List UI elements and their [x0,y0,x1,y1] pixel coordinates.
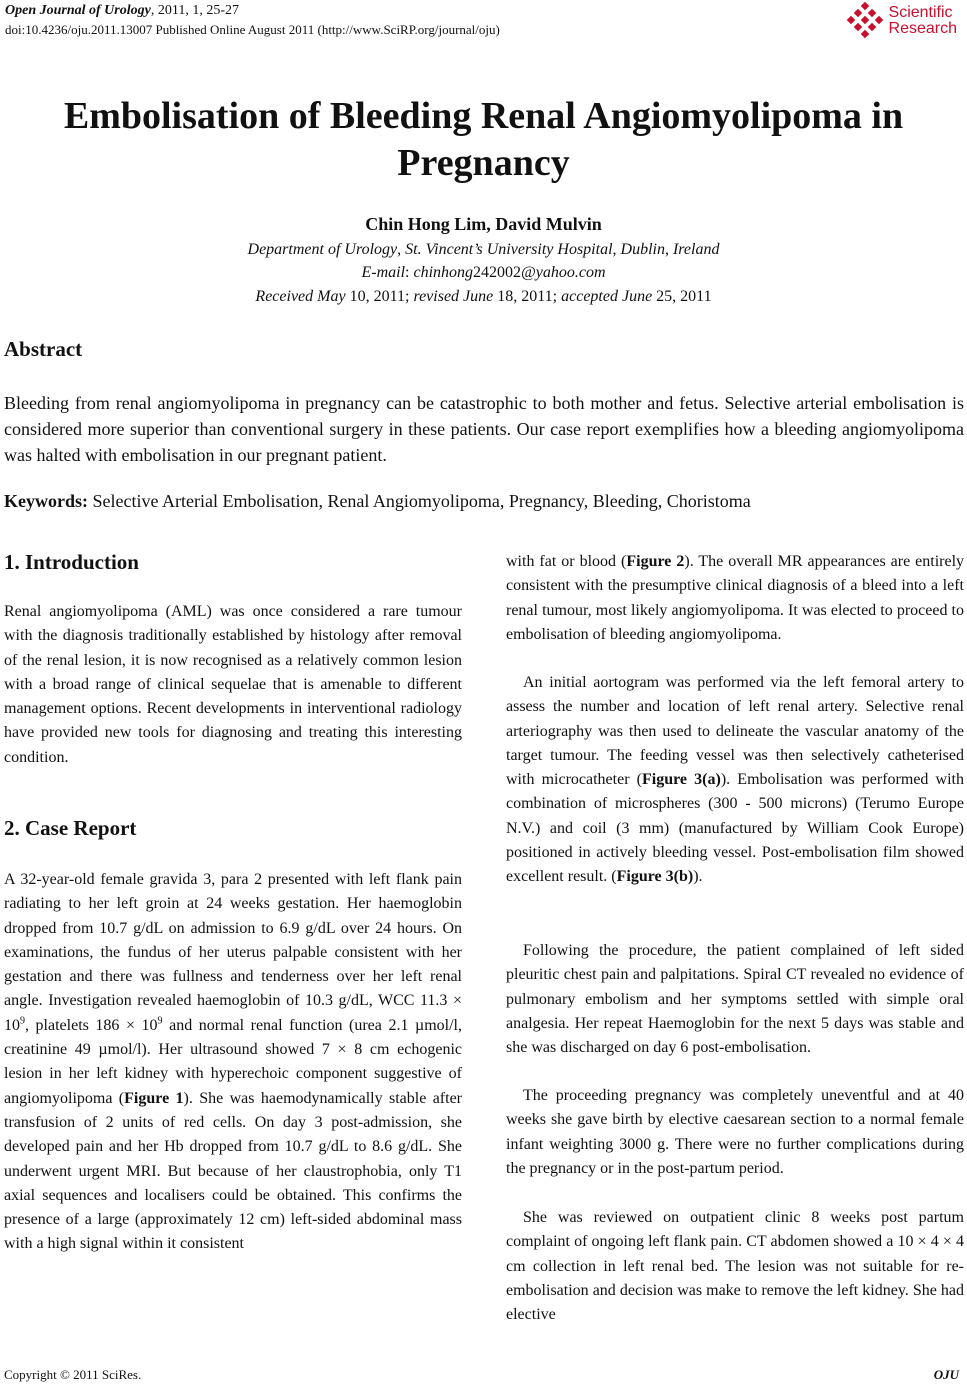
case-report-heading: 2. Case Report [4,816,137,840]
keywords-text: Selective Arterial Embolisation, Renal Angiomyolipoma, Pregnancy, Bleeding, Choristoma [88,491,751,511]
abstract-heading: Abstract [4,337,83,361]
figure-2-ref[interactable]: Figure 2 [626,553,685,570]
right-col-paragraph-2 [506,671,964,890]
right-text-1b: ). The overall MR appearances are entirely consistent with the presumptive clinical diagnosis of a bleed into a left renal tumour, most likely angiomyolipoma. It was elected to proceed to embolisation of bleeding angiomyolipoma. [506,553,965,643]
keywords [4,491,751,512]
accepted-label: accepted June [561,288,653,305]
dates-line [0,288,967,306]
superscript: 9 [157,1015,163,1027]
abstract-text: Bleeding from renal angiomyolipoma in pregnancy can be catastrophic to both mother and fetus. Selective arterial embolisation is considered more superior than conventional surgery in these patients. Our case report exemplifies how a bleeding angiomyolipoma was halted with embolisation in our pregnant patient. [4,393,964,465]
authors: Chin Hong Lim, David Mulvin [365,214,602,234]
figure-3b-ref[interactable]: Figure 3(b) [616,868,694,886]
logo-line-2: Research [888,20,957,37]
case-text-1: A 32-year-old female gravida 3, para 2 presented with left flank pain radiating to her left groin at 24 weeks gestation. Her haemoglobin dropped from 10.7 g/dL on admission to 6.9 g/dL over 24 hours. On examinations, the fundus of her uterus palpable consistent with her gestation and there was fullness and tenderness over her left renal angle. Investigation revealed haemoglobin of 10.3 g/dL, WCC 11.3 × 10 [4,871,462,1034]
revised-label: revised June [413,288,494,305]
paper-title: Embolisation of Bleeding Renal Angiomyolipoma in Pregnancy [63,95,904,184]
email-colon: : [405,264,414,281]
right-text-2b: ). Embolisation was performed with combination of microspheres (300 - 500 microns) (Terumo Europe N.V.) and coil (3 mm) (manufactured by William Cook Europe) positioned in actively bleeding vessel. Post-embolisation film showed excellent result. ( [506,771,964,886]
journal-header [5,3,239,19]
email-line [0,264,967,282]
right-text-2c: ). [693,868,703,886]
superscript: 9 [20,1015,25,1027]
received-date: 10, 2011; [345,288,414,305]
email-user[interactable]: chinhong [413,264,474,281]
right-col-paragraph-3: Following the procedure, the patient complained of left sided pleuritic chest pain and palpitations. Spiral CT revealed no evidence of pulmonary embolism and her symptoms settled with simple oral analgesia. Her repeat Haemoglobin for the next 5 days was stable and she was discharged on day 6 post-embolisation. [506,942,964,1057]
email-digits[interactable]: 242002 [473,264,522,281]
intro-paragraph: Renal angiomyolipoma (AML) was once considered a rare tumour with the diagnosis traditionally established by histology after removal of the renal lesion, it is now recognised as a relatively common lesion with a broad range of clinical sequelae that is amenable to different management options. Recent developments in interventional radiology have provided new tools for diagnosing and treating this interesting condition. [4,603,462,766]
copyright: Copyright © 2011 SciRes. [4,1367,142,1382]
publisher-logo [847,2,957,40]
figure-1-ref[interactable]: Figure 1 [124,1089,184,1107]
keywords-label: Keywords: [4,491,88,511]
affiliation-sep: , [397,241,406,258]
logo-wordmark [889,5,957,37]
affiliation-sep: , [664,241,673,258]
doi-line: doi:10.4236/oju.2011.13007 Published Online August 2011 (http://www.SciRP.org/journal/oju) [5,22,500,37]
right-col-paragraph-5: She was reviewed on outpatient clinic 8 weeks post partum complaint of ongoing left flank pain. CT abdomen showed a 10 × 4 × 4 cm collection in left renal bed. The lesion was not suitable for re-embolisation and decision was make to remove the left kidney. She had elective [506,1209,964,1324]
affiliation [0,241,967,259]
right-text-1a: with fat or blood ( [506,553,627,570]
intro-heading: 1. Introduction [4,550,139,574]
journal-volume: , 2011, 1, 25-27 [150,3,240,18]
journal-abbreviation: OJU [933,1367,959,1382]
affiliation-dept: Department of Urology [247,241,398,258]
case-text-4: ). She was haemodynamically stable after transfusion of 2 units of red cells. On day 3 post-admission, she developed pain and her Hb dropped from 10.7 g/dL to 8.6 g/dL. She underwent urgent MRI. But because of her claustrophobia, only T1 axial sequences and localisers could be obtained. This confirms the presence of a large (approximately 12 cm) left-sided abdominal mass with a high signal within it consistent [4,1089,462,1253]
case-text-3: and normal renal function (urea 2.1 µmol/l, creatinine 49 µmol/l). Her ultrasound showed 7 × 8 cm echogenic lesion in her left kidney with hyperechoic component suggestive of angiomyolipoma ( [4,1016,462,1107]
scirp-logo-icon [847,2,885,40]
right-col-paragraph-4: The proceeding pregnancy was completely uneventful and at 40 weeks she gave birth by elective caesarean section to a normal female infant weighting 3000 g. There were no further complications during the pregnancy or in the post-partum period. [506,1087,964,1177]
affiliation-country: Ireland [672,241,720,258]
accepted-date: 25, 2011 [652,288,712,305]
email-domain[interactable]: @yahoo.com [521,264,606,281]
revised-date: 18, 2011; [493,288,562,305]
case-text-2: , platelets 186 × 10 [25,1016,158,1034]
right-text-2a: An initial aortogram was performed via the left femoral artery to assess the number and location of left renal artery. Selective renal arteriography was then used to delineate the vascular anatomy of the target tumour. The feeding vessel was then selectively catheterised with microcatheter ( [506,674,964,789]
affiliation-city: Dublin [620,241,665,258]
case-report-paragraph [4,868,462,1257]
received-label: Received May [255,288,346,305]
affiliation-sep: , [612,241,621,258]
logo-line-1: Scientific [888,4,953,21]
figure-3a-ref[interactable]: Figure 3(a) [642,771,721,789]
right-col-paragraph-1 [506,550,964,647]
email-label: E-mail [361,264,406,281]
journal-name: Open Journal of Urology [5,3,151,18]
affiliation-hospital: St. Vincent’s University Hospital [405,241,613,258]
